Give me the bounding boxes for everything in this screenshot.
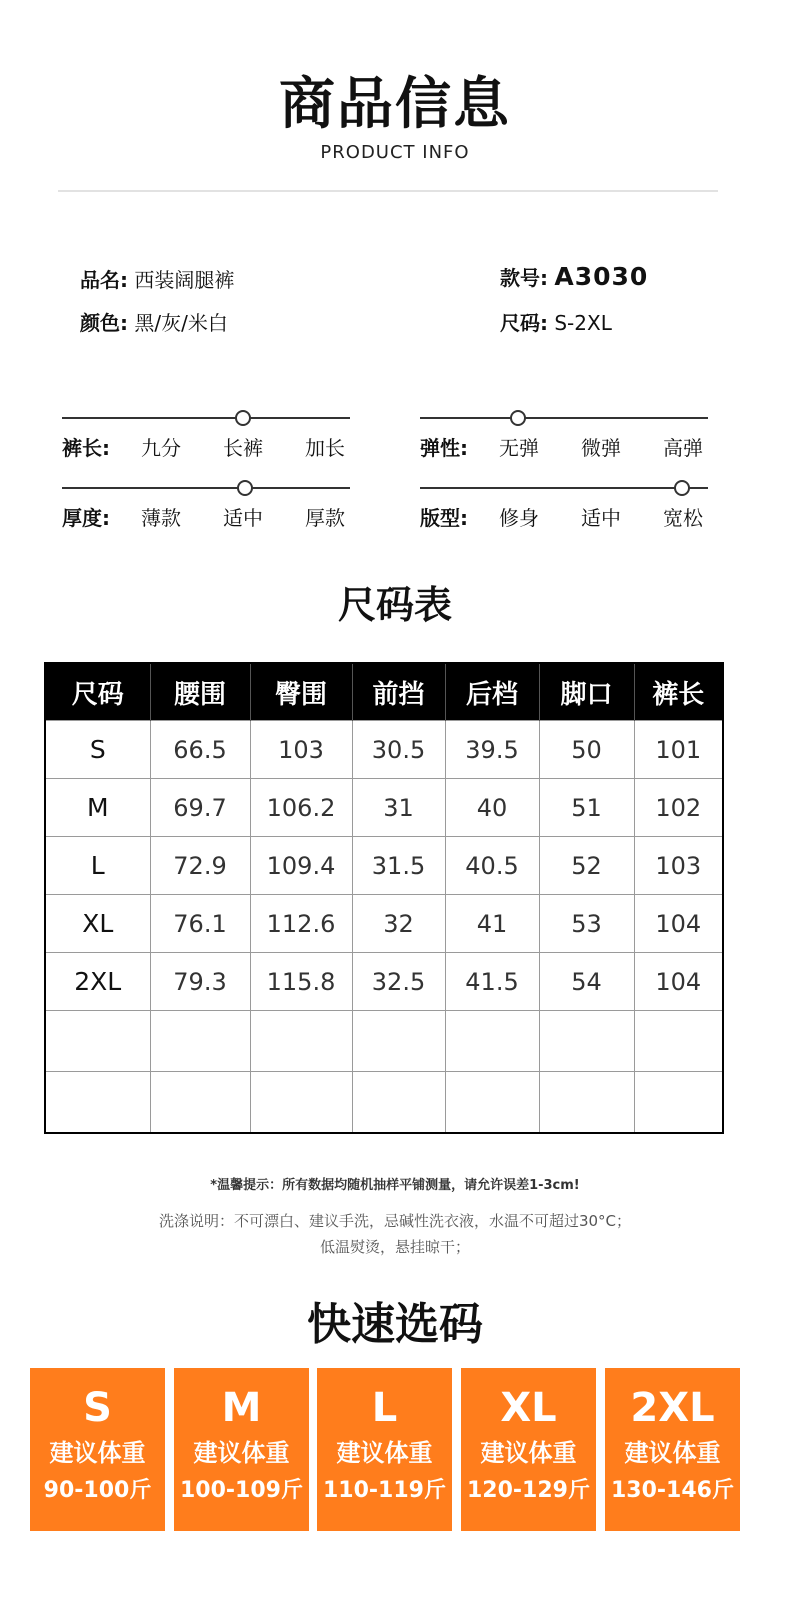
size-chart-title: 尺码表: [337, 583, 452, 627]
product-name-label: 品名:: [80, 268, 128, 292]
table-header-cell: 前挡: [352, 663, 445, 721]
table-cell: 54: [539, 953, 634, 1011]
length-slider-track: [62, 417, 350, 419]
product-color-label: 颜色:: [80, 311, 128, 335]
table-cell: 102: [634, 779, 723, 837]
length-option: 加长: [305, 436, 345, 460]
table-cell: 104: [634, 895, 723, 953]
product-style-label: 款号:: [500, 266, 548, 290]
table-cell: 101: [634, 721, 723, 779]
quick-card-label: 建议体重: [624, 1439, 721, 1467]
header-divider: [58, 190, 718, 192]
table-cell: 41: [445, 895, 539, 953]
table-cell: 39.5: [445, 721, 539, 779]
quick-card-label: 建议体重: [336, 1439, 433, 1467]
length-option: 长裤: [223, 436, 263, 460]
table-cell: 112.6: [250, 895, 352, 953]
table-cell: 51: [539, 779, 634, 837]
fit-slider-knob: [674, 480, 690, 496]
table-cell: S: [45, 721, 150, 779]
table-cell: 76.1: [150, 895, 250, 953]
table-cell-empty: [352, 1072, 445, 1134]
attribute-elasticity: [420, 400, 708, 470]
length-slider-knob: [235, 410, 251, 426]
size-chart-table: [44, 662, 724, 1134]
elasticity-option: 微弹: [581, 436, 621, 460]
fit-option: 适中: [581, 506, 621, 530]
table-cell: 32.5: [352, 953, 445, 1011]
product-style-value: A3030: [554, 262, 649, 291]
elasticity-option: 高弹: [663, 436, 703, 460]
table-cell: 69.7: [150, 779, 250, 837]
table-cell-empty: [150, 1011, 250, 1072]
table-cell: 106.2: [250, 779, 352, 837]
table-header-cell: 裤长: [634, 663, 723, 721]
table-row: [45, 779, 723, 837]
table-row: [45, 953, 723, 1011]
quick-card-size: XL: [500, 1385, 557, 1431]
quick-card-size: S: [83, 1385, 112, 1431]
table-cell: 40.5: [445, 837, 539, 895]
quick-card-label: 建议体重: [49, 1439, 146, 1467]
quick-card-size: 2XL: [630, 1385, 715, 1431]
measurement-tip: *温馨提示：所有数据均随机抽样平铺测量，请允许误差1-3cm!: [210, 1178, 580, 1193]
quick-card-label: 建议体重: [193, 1439, 290, 1467]
quick-card-label: 建议体重: [480, 1439, 577, 1467]
table-cell: 79.3: [150, 953, 250, 1011]
quick-card-range: 110-119斤: [323, 1478, 446, 1503]
table-cell: 115.8: [250, 953, 352, 1011]
thickness-option: 适中: [223, 506, 263, 530]
table-cell: 31.5: [352, 837, 445, 895]
table-cell: 30.5: [352, 721, 445, 779]
table-cell: 109.4: [250, 837, 352, 895]
product-size-row: [500, 307, 612, 336]
table-cell-empty: [45, 1072, 150, 1134]
quick-card-range: 130-146斤: [611, 1478, 734, 1503]
product-name-row: [80, 264, 234, 293]
thickness-slider-track: [62, 487, 350, 489]
table-cell: 32: [352, 895, 445, 953]
product-size-label: 尺码:: [500, 311, 548, 335]
elasticity-label: 弹性:: [420, 436, 468, 460]
table-header-cell: 尺码: [45, 663, 150, 721]
product-color-value: 黑/灰/米白: [134, 311, 228, 335]
table-cell-empty: [634, 1011, 723, 1072]
thickness-slider-knob: [237, 480, 253, 496]
length-label: 裤长:: [62, 436, 110, 460]
elasticity-option: 无弹: [499, 436, 539, 460]
table-cell-empty: [150, 1072, 250, 1134]
table-cell-empty: [634, 1072, 723, 1134]
quick-card-range: 90-100斤: [43, 1478, 152, 1503]
table-cell: 103: [250, 721, 352, 779]
product-name-value: 西装阔腿裤: [134, 268, 235, 292]
table-cell: 31: [352, 779, 445, 837]
table-cell-empty: [445, 1011, 539, 1072]
attribute-length: [62, 400, 350, 470]
wash-instructions: 洗涤说明：不可漂白、建议手洗，忌碱性洗衣液，水温不可超过30°C；: [158, 1212, 632, 1230]
table-cell: 53: [539, 895, 634, 953]
thickness-option: 薄款: [141, 506, 181, 530]
table-cell: L: [45, 837, 150, 895]
elasticity-slider-track: [420, 417, 708, 419]
table-row-empty: [45, 1072, 723, 1134]
product-size-value: S-2XL: [554, 311, 612, 335]
table-cell-empty: [539, 1011, 634, 1072]
page-subtitle: PRODUCT INFO: [320, 142, 470, 163]
table-cell: 2XL: [45, 953, 150, 1011]
quick-card-xl: [461, 1368, 596, 1531]
table-header-cell: 脚口: [539, 663, 634, 721]
page-title: 商品信息: [279, 72, 511, 137]
quick-select-title: 快速选码: [307, 1299, 483, 1350]
product-style-row: [500, 262, 648, 291]
quick-card-m: [174, 1368, 309, 1531]
table-cell-empty: [250, 1011, 352, 1072]
fit-option: 宽松: [663, 506, 703, 530]
table-row: [45, 837, 723, 895]
table-cell: 40: [445, 779, 539, 837]
quick-card-range: 100-109斤: [180, 1478, 303, 1503]
table-cell-empty: [352, 1011, 445, 1072]
table-header-row: [45, 663, 723, 721]
table-cell-empty: [445, 1072, 539, 1134]
table-header-cell: 腰围: [150, 663, 250, 721]
quick-card-l: [317, 1368, 452, 1531]
quick-card-size: M: [221, 1385, 262, 1431]
table-cell-empty: [45, 1011, 150, 1072]
table-cell: 104: [634, 953, 723, 1011]
table-cell: 50: [539, 721, 634, 779]
fit-slider-track: [420, 487, 708, 489]
table-cell: 66.5: [150, 721, 250, 779]
table-cell-empty: [539, 1072, 634, 1134]
table-row-empty: [45, 1011, 723, 1072]
elasticity-slider-knob: [510, 410, 526, 426]
table-cell: 41.5: [445, 953, 539, 1011]
table-cell: 72.9: [150, 837, 250, 895]
table-row: [45, 895, 723, 953]
length-option: 九分: [141, 436, 181, 460]
fit-option: 修身: [499, 506, 539, 530]
table-cell: XL: [45, 895, 150, 953]
table-header-cell: 臀围: [250, 663, 352, 721]
table-row: [45, 721, 723, 779]
product-color-row: [80, 307, 228, 336]
table-cell-empty: [250, 1072, 352, 1134]
table-cell: 52: [539, 837, 634, 895]
quick-card-size: L: [371, 1385, 398, 1431]
attribute-fit: [420, 470, 708, 540]
thickness-label: 厚度:: [62, 506, 110, 530]
fit-label: 版型:: [420, 506, 468, 530]
attribute-thickness: [62, 470, 350, 540]
quick-card-s: [30, 1368, 165, 1531]
table-cell: 103: [634, 837, 723, 895]
table-cell: M: [45, 779, 150, 837]
table-header-cell: 后档: [445, 663, 539, 721]
quick-card-range: 120-129斤: [467, 1478, 590, 1503]
quick-card-2xl: [605, 1368, 740, 1531]
wash-instructions-cont: 低温熨烫，悬挂晾干；: [319, 1238, 470, 1256]
thickness-option: 厚款: [305, 506, 345, 530]
